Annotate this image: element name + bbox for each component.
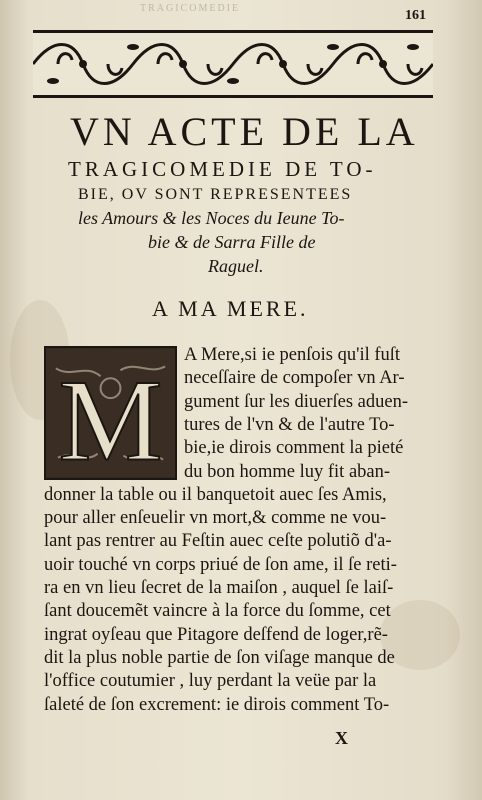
title-line: bie & de Sarra Fille de <box>148 232 316 252</box>
body-line: A Mere,si ie penſois qu'il fuſt <box>184 345 401 365</box>
body-line: donner la table ou il banquetoit auec ſes Amis, <box>44 484 387 505</box>
body-line: uoir touché vn corps priué de ſon ame, il ſe reti- <box>44 554 397 575</box>
body-line: ra en vn lieu ſecret de la maiſon , auquel ſe laiſ- <box>44 578 394 598</box>
body-line: ſaleté de ſon excrement: ie dirois comment To- <box>44 694 390 715</box>
body-line: lant pas rentrer au Feſtin auec ceſte polutiõ d'a- <box>44 531 392 552</box>
body-line: ſant doucemẽt vaincre à la force du ſomme, cet <box>44 601 391 622</box>
body-line: du bon homme luy fit aban- <box>184 461 391 482</box>
dedication-heading: A MA MERE. <box>152 296 309 321</box>
dropcap-letter: M <box>58 356 163 478</box>
title-line: TRAGICOMEDIE DE TO- <box>68 157 377 181</box>
title-line: BIE, OV SONT REPRESENTEES <box>78 186 353 203</box>
title-line: VN ACTE DE LA <box>70 109 419 154</box>
body-line: pour aller enſeuelir vn mort,& comme ne vou- <box>44 508 387 529</box>
show-through-header: TRAGICOMEDIE <box>140 3 241 14</box>
body-line: dit la plus noble partie de ſon viſage manque de <box>44 647 395 668</box>
body-line: l'office coutumier , luy perdant la veüe par la <box>44 671 377 692</box>
decorated-initial <box>44 346 177 480</box>
body-line: ingrat oyſeau que Pitagore deſfend de loger,rẽ- <box>44 624 388 645</box>
body-line: gument ſur les diuerſes aduen- <box>184 391 408 412</box>
body-line: bie,ie dirois comment la pieté <box>184 438 404 459</box>
catchword: X <box>335 728 348 748</box>
title-line: les Amours & les Noces du Ieune To- <box>78 208 345 228</box>
body-line: tures de l'vn & de l'autre To- <box>184 414 395 435</box>
title-line: Raguel. <box>208 256 264 276</box>
body-line: neceſſaire de compoſer vn Ar- <box>184 368 405 389</box>
page-number: 161 <box>405 8 426 23</box>
headpiece-ornament <box>33 30 433 98</box>
